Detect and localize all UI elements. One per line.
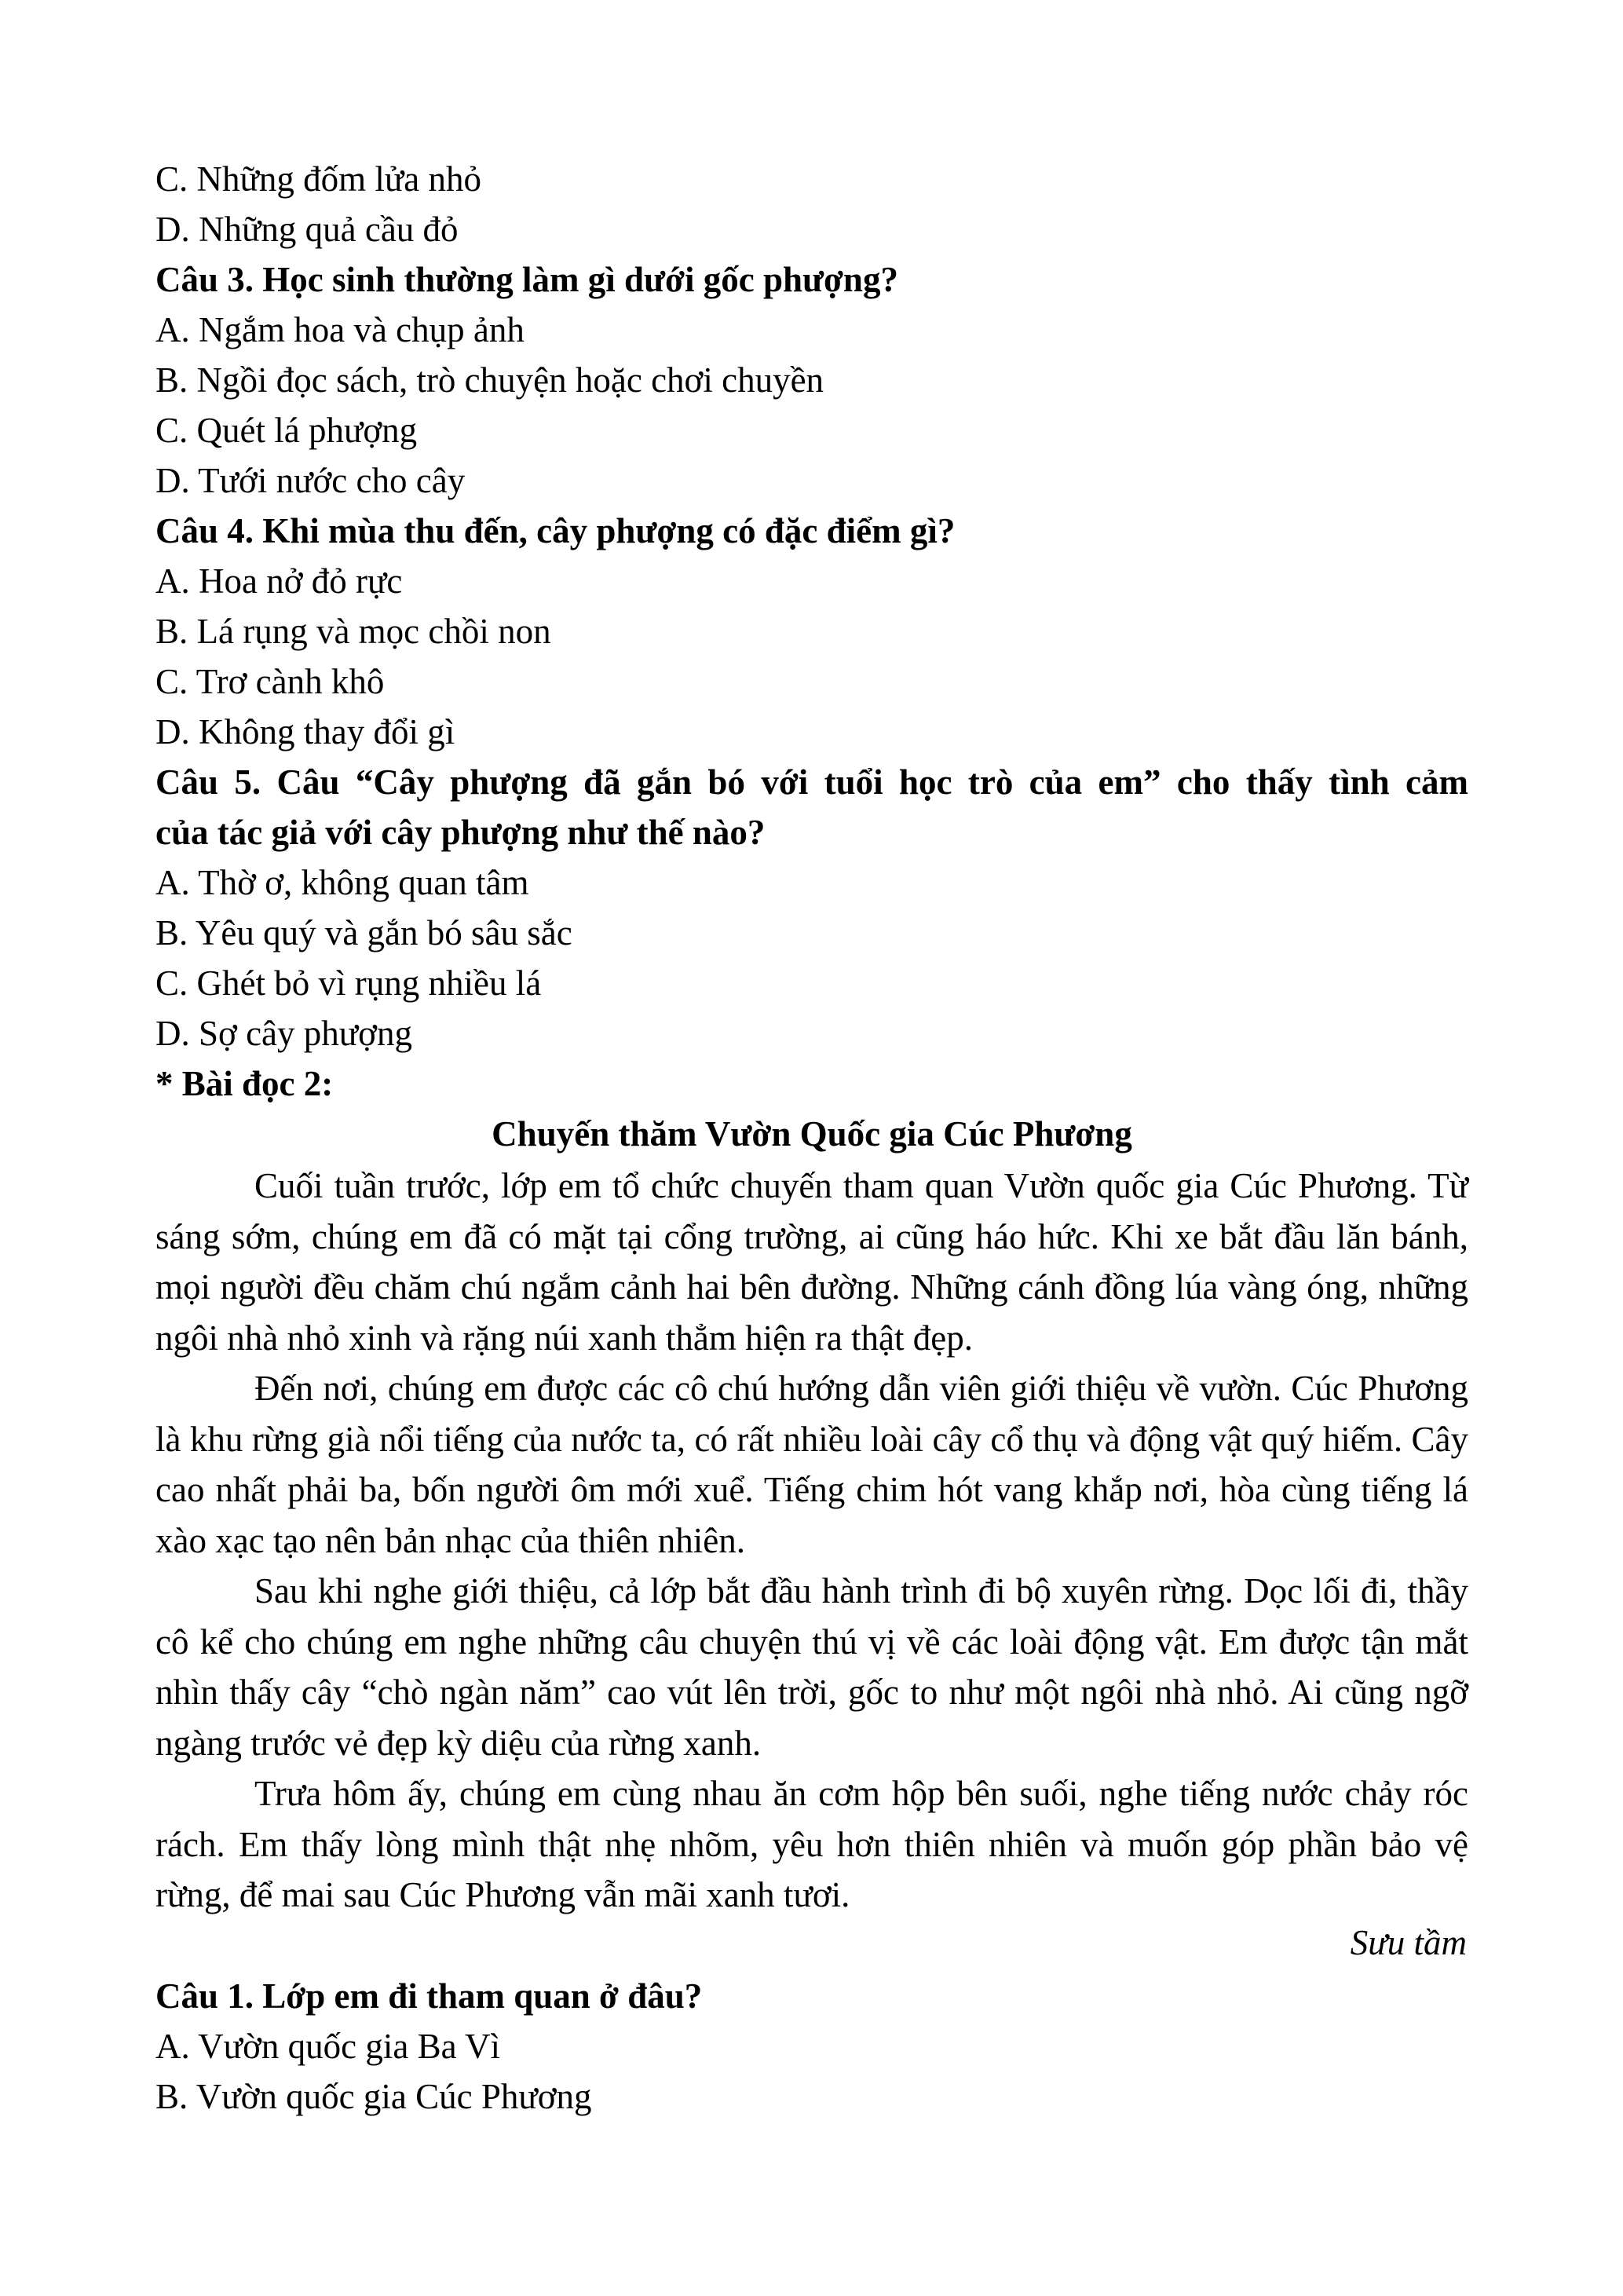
q3-question: Câu 3. Học sinh thường làm gì dưới gốc phượng? [155,260,898,299]
q4-question: Câu 4. Khi mùa thu đến, cây phượng có đặc điểm gì? [155,511,956,550]
reading2-paragraph-3: Sau khi nghe giới thiệu, cả lớp bắt đầu hành trình đi bộ xuyên rừng. Dọc lối đi, thầy cô kể cho chúng em nghe những câu chuyện thú vị về các loài động vật. Em được tận mắt nhìn thấy cây “chò ngàn năm” cao vút lên trời, gốc to như một ngôi nhà nhỏ. Ai cũng ngỡ ngàng trước vẻ đẹp kỳ diệu của rừng xanh. [155,1571,1468,1763]
q4-option-a: A. Hoa nở đỏ rực [155,561,403,601]
q3-option-d: D. Tưới nước cho cây [155,461,466,500]
r2q1-question: Câu 1. Lớp em đi tham quan ở đâu? [155,1976,703,2016]
q3-option-c: C. Quét lá phượng [155,411,418,450]
q5-option-d: D. Sợ cây phượng [155,1014,412,1053]
reading2-source: Sưu tầm [1350,1923,1467,1962]
reading2-paragraph-4: Trưa hôm ấy, chúng em cùng nhau ăn cơm hộp bên suối, nghe tiếng nước chảy róc rách. Em thấy lòng mình thật nhẹ nhõm, yêu hơn thiên nhiên và muốn góp phần bảo vệ rừng, để mai sau Cúc Phương vẫn mãi xanh tươi. [155,1774,1468,1914]
reading2-title: Chuyến thăm Vườn Quốc gia Cúc Phương [492,1114,1132,1153]
q4-option-c: C. Trơ cành khô [155,662,385,701]
q2-option-c: C. Những đốm lửa nhỏ [155,159,482,199]
q2-option-d: D. Những quả cầu đỏ [155,210,459,249]
q4-option-b: B. Lá rụng và mọc chồi non [155,612,551,651]
reading2-paragraph-2: Đến nơi, chúng em được các cô chú hướng dẫn viên giới thiệu về vườn. Cúc Phương là khu rừng già nổi tiếng của nước ta, có rất nhiều loài cây cổ thụ và động vật quý hiếm. Cây cao nhất phải ba, bốn người ôm mới xuể. Tiếng chim hót vang khắp nơi, hòa cùng tiếng lá xào xạc tạo nên bản nhạc của thiên nhiên. [155,1369,1468,1560]
q4-option-d: D. Không thay đổi gì [155,712,455,751]
r2q1-option-b: B. Vườn quốc gia Cúc Phương [155,2077,592,2116]
q5-option-b: B. Yêu quý và gắn bó sâu sắc [155,913,572,952]
q5-question-line2: của tác giả với cây phượng như thế nào? [155,813,766,852]
reading2-heading: * Bài đọc 2: [155,1064,334,1103]
q5-question-line1: Câu 5. Câu “Cây phượng đã gắn bó với tuổi học trò của em” cho thấy tình cảm [155,762,1468,802]
q5-option-a: A. Thờ ơ, không quan tâm [155,863,529,902]
r2q1-option-a: A. Vườn quốc gia Ba Vì [155,2027,500,2066]
q5-option-c: C. Ghét bỏ vì rụng nhiều lá [155,963,542,1003]
reading2-paragraph-1: Cuối tuần trước, lớp em tổ chức chuyến tham quan Vườn quốc gia Cúc Phương. Từ sáng sớm, chúng em đã có mặt tại cổng trường, ai cũng háo hức. Khi xe bắt đầu lăn bánh, mọi người đều chăm chú ngắm cảnh hai bên đường. Những cánh đồng lúa vàng óng, những ngôi nhà nhỏ xinh và rặng núi xanh thẳm hiện ra thật đẹp. [155,1166,1468,1358]
q3-option-a: A. Ngắm hoa và chụp ảnh [155,310,525,349]
q3-option-b: B. Ngồi đọc sách, trò chuyện hoặc chơi chuyền [155,360,824,400]
